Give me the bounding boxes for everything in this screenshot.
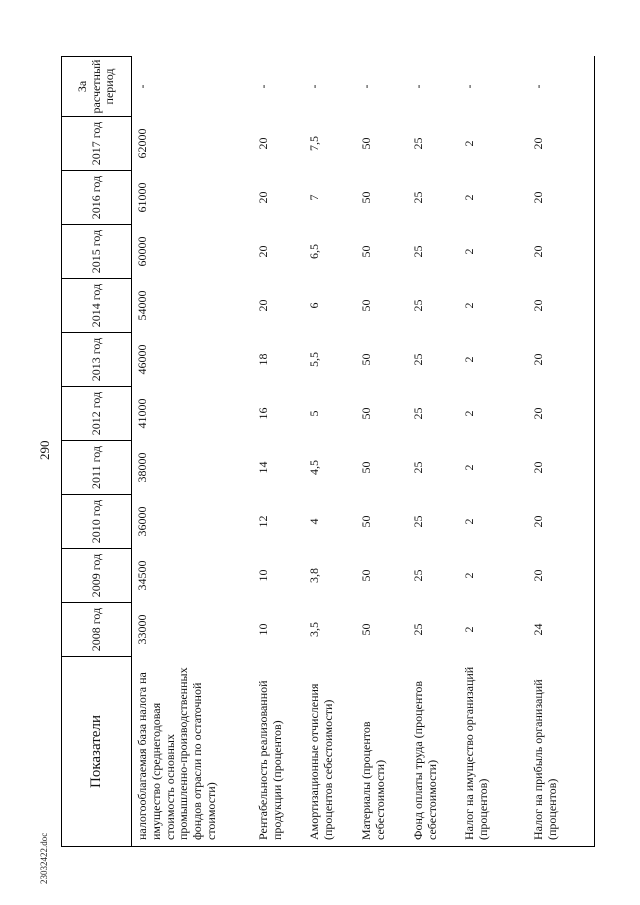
cell-value: 6,5 [307,244,321,259]
cell-value: 20 [528,225,595,279]
header-year: 2014 год [62,279,132,333]
cell-value: 7 [307,194,321,201]
cell-value: 25 [411,515,425,528]
cell-value: 5 [307,410,321,417]
cell-value: 6 [307,302,321,309]
cell-period: - [462,84,476,89]
cell-value: 50 [359,515,373,528]
cell-value: 25 [411,191,425,204]
cell-value: 20 [528,279,595,333]
row-label: Материалы (процентов себестоимости) [356,657,408,847]
cell-value: 18 [256,353,270,366]
cell-value: 2 [462,356,476,363]
table-header-row [62,57,132,847]
cell-value: 20 [528,171,595,225]
document-code: 23032422.doc [39,832,49,884]
cell-value: 50 [359,137,373,150]
table-row [253,57,304,847]
cell-value: 50 [359,569,373,582]
cell-value: 33000 [135,614,149,645]
cell-value: 4,5 [307,460,321,475]
table-row [528,57,595,847]
cell-value: 24 [528,603,595,657]
cell-value: 4 [307,518,321,525]
cell-value: 10 [256,623,270,636]
cell-value: 2 [462,518,476,525]
cell-value: 50 [359,299,373,312]
cell-value: 14 [256,461,270,474]
cell-value: 2 [462,572,476,579]
cell-value: 3,8 [307,568,321,583]
cell-value: 60000 [135,236,149,267]
row-label: Фонд оплаты труда (процентов себестоимости) [408,657,459,847]
header-indicators: Показатели [62,657,132,847]
table-row [356,57,408,847]
cell-value: 25 [411,245,425,258]
cell-value: 5,5 [307,352,321,367]
cell-value: 50 [359,245,373,258]
table-row [459,57,528,847]
cell-value: 50 [359,353,373,366]
cell-period: - [135,84,149,89]
cell-period: - [528,57,595,117]
cell-value: 50 [359,407,373,420]
header-year: 2008 год [62,603,132,657]
cell-value: 20 [528,387,595,441]
row-label: Налог на прибыль организаций (процентов) [528,657,595,847]
cell-value: 50 [359,461,373,474]
header-period: За расчетный период [62,57,132,117]
cell-value: 20 [528,549,595,603]
cell-value: 38000 [135,452,149,483]
cell-value: 20 [256,245,270,258]
cell-value: 54000 [135,290,149,321]
cell-period: - [307,84,321,89]
row-label: налогооблагаемая база налога на имущество (среднегодовая стоимость основных промышленно-производственных фондов отрасли по остаточной стоимости) [132,657,254,847]
cell-value: 62000 [135,128,149,159]
cell-value: 25 [411,569,425,582]
cell-value: 41000 [135,398,149,429]
cell-value: 25 [411,623,425,636]
cell-value: 20 [528,333,595,387]
indicators-table [61,56,595,847]
header-year: 2017 год [62,117,132,171]
cell-value: 46000 [135,344,149,375]
cell-value: 2 [462,248,476,255]
cell-value: 10 [256,569,270,582]
cell-value: 36000 [135,506,149,537]
header-year: 2013 год [62,333,132,387]
cell-period: - [359,84,373,89]
cell-value: 16 [256,407,270,420]
cell-value: 20 [256,299,270,312]
cell-value: 34500 [135,560,149,591]
cell-value: 25 [411,299,425,312]
rotated-table-container [61,57,566,847]
cell-value: 25 [411,137,425,150]
cell-period: - [411,84,425,89]
cell-value: 25 [411,461,425,474]
cell-period: - [256,84,270,89]
header-year: 2012 год [62,387,132,441]
cell-value: 50 [359,191,373,204]
header-year: 2015 год [62,225,132,279]
header-year: 2016 год [62,171,132,225]
cell-value: 2 [462,626,476,633]
cell-value: 2 [462,140,476,147]
cell-value: 20 [256,191,270,204]
cell-value: 25 [411,353,425,366]
row-label: Амортизационные отчисления (процентов себестоимости) [304,657,356,847]
cell-value: 2 [462,464,476,471]
row-label: Рентабельность реализованной продукции (процентов) [253,657,304,847]
row-label: Налог на имущество организаций (процентов) [459,657,528,847]
cell-value: 20 [528,441,595,495]
cell-value: 25 [411,407,425,420]
cell-value: 20 [528,117,595,171]
cell-value: 20 [528,495,595,549]
cell-value: 2 [462,194,476,201]
header-year: 2011 год [62,441,132,495]
table-row [408,57,459,847]
table-row [304,57,356,847]
cell-value: 50 [359,623,373,636]
header-year: 2010 год [62,495,132,549]
cell-value: 3,5 [307,622,321,637]
cell-value: 20 [256,137,270,150]
table-row [132,57,254,847]
cell-value: 12 [256,515,270,528]
header-year: 2009 год [62,549,132,603]
cell-value: 2 [462,410,476,417]
page-number: 290 [37,440,52,460]
cell-value: 61000 [135,182,149,213]
cell-value: 2 [462,302,476,309]
cell-value: 7,5 [307,136,321,151]
